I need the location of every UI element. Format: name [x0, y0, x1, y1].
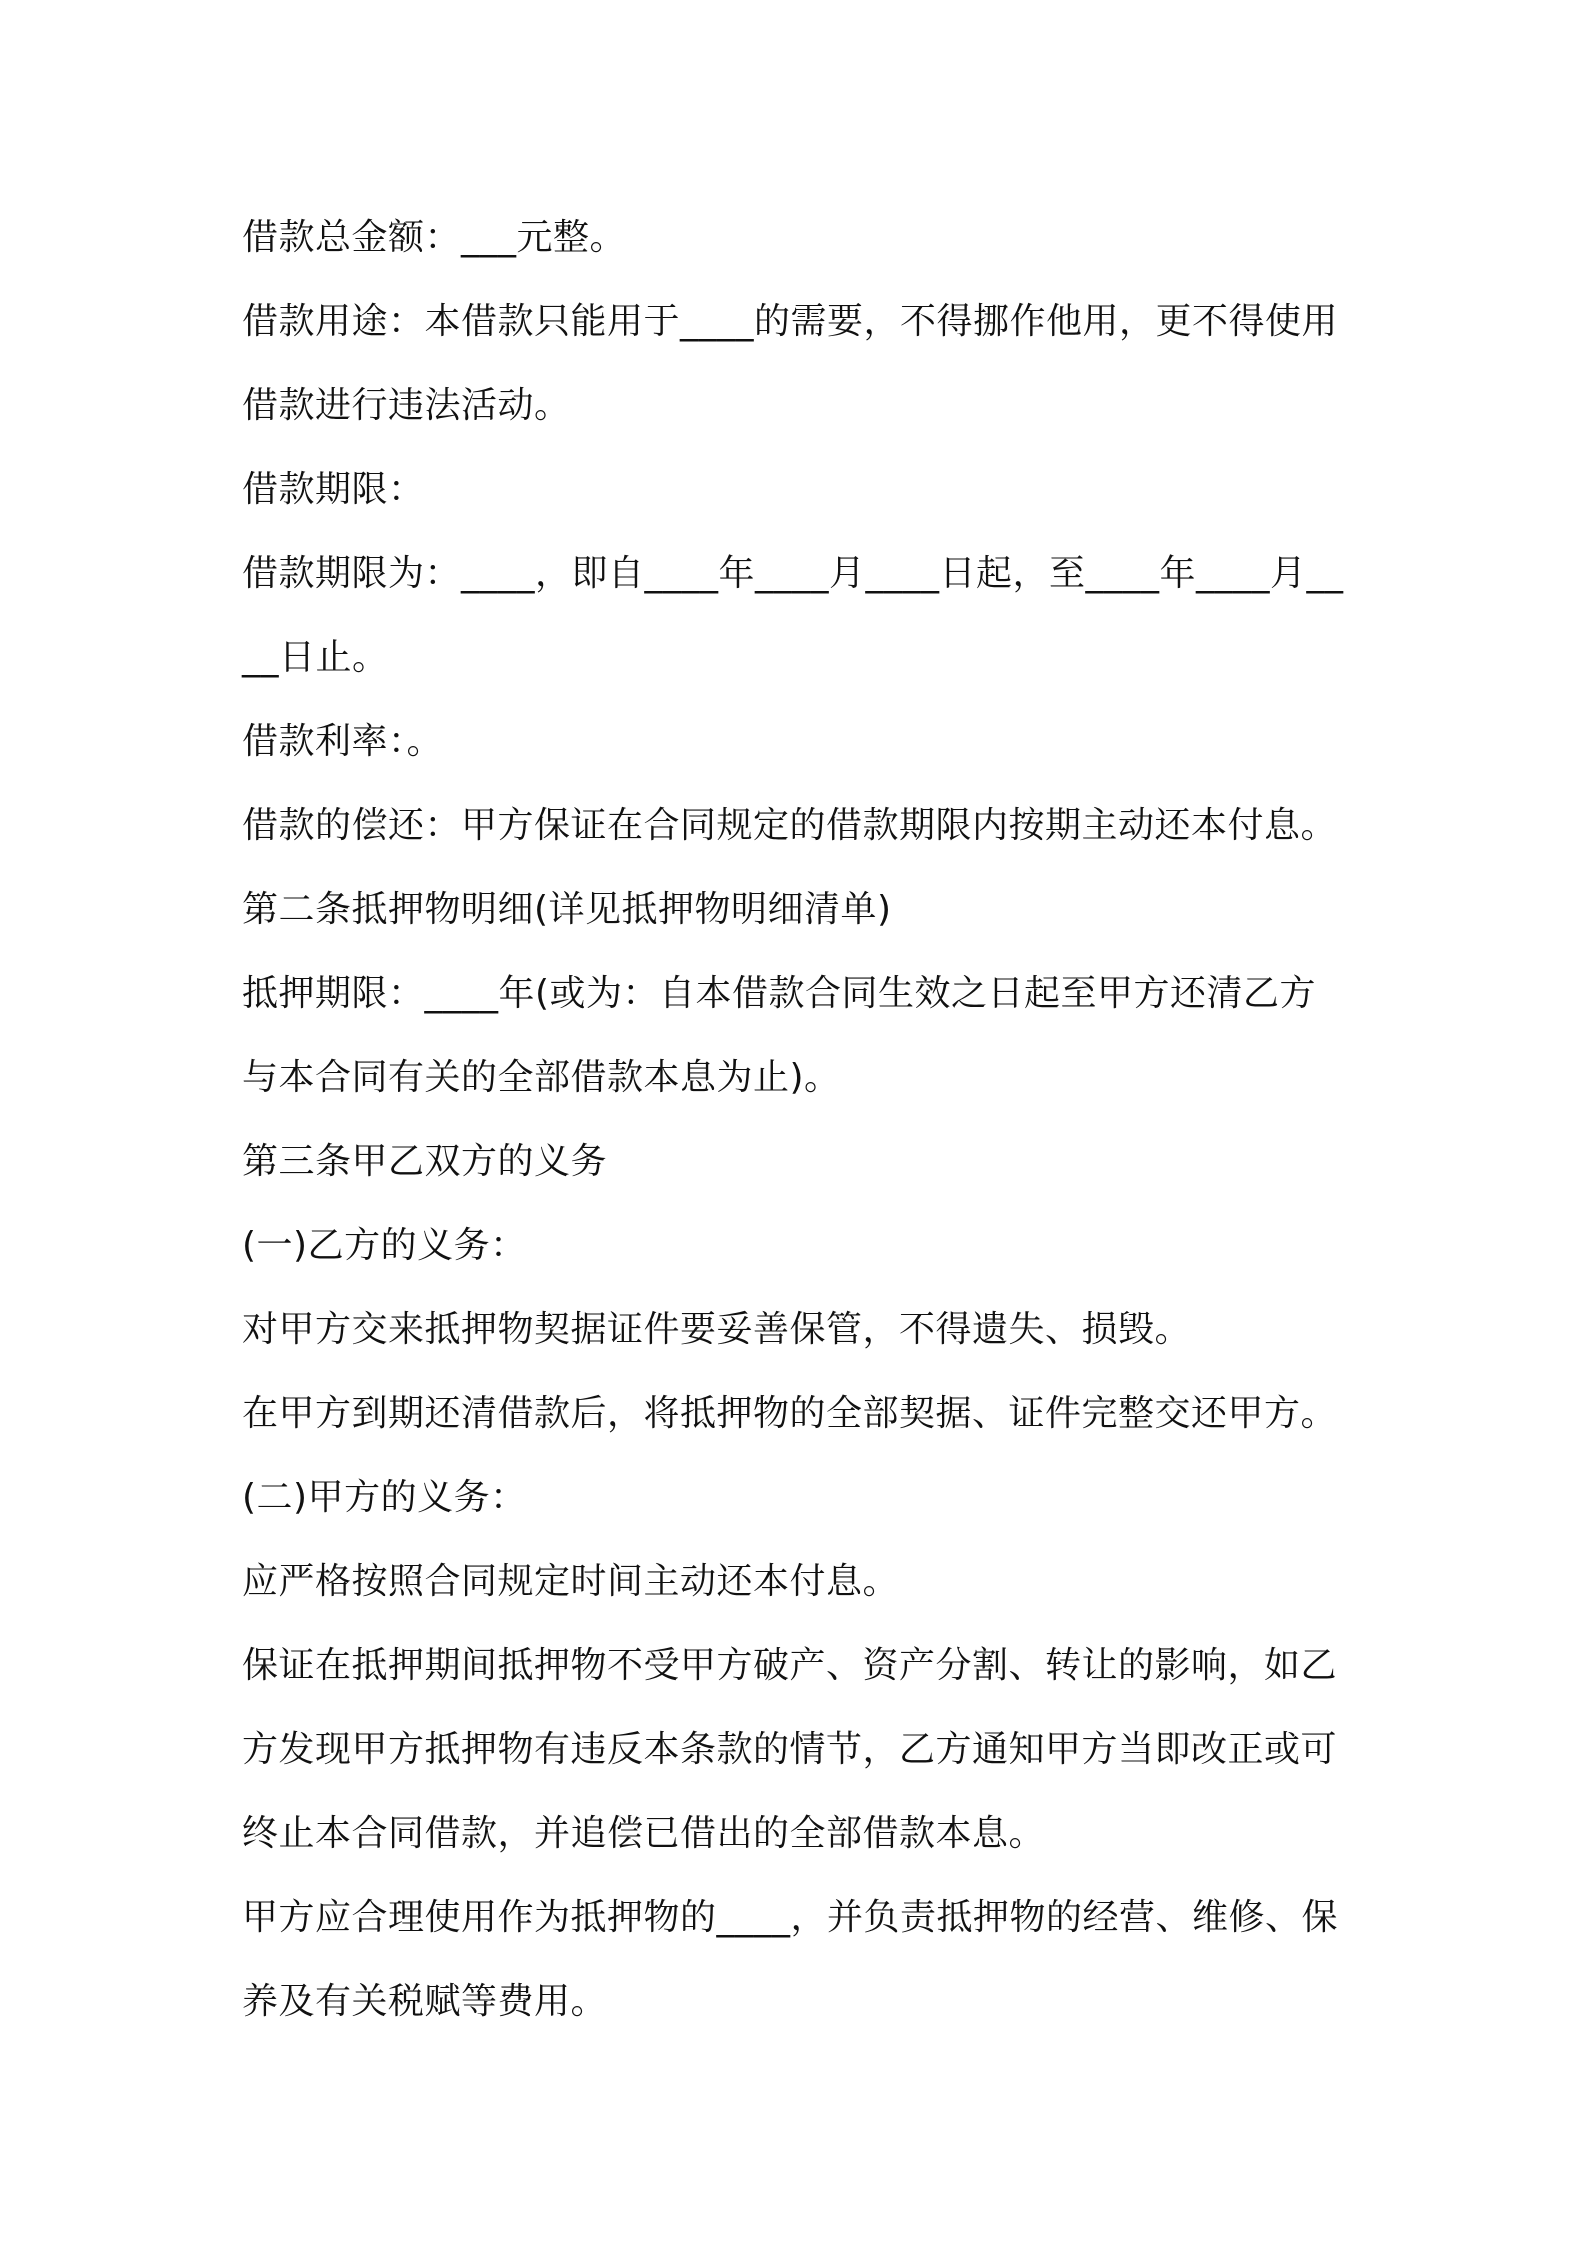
subheading-party-a-obligations: (二)甲方的义务：	[242, 1477, 527, 1518]
paragraph-loan-term-heading: 借款期限：	[242, 469, 425, 510]
section-heading-article-2: 第二条抵押物明细(详见抵押物明细清单)	[242, 889, 892, 930]
document-body	[242, 196, 1352, 2044]
paragraph-loan-amount: 借款总金额：___元整。	[242, 217, 627, 258]
paragraph-loan-purpose: 借款用途：本借款只能用于____的需要，不得挪作他用，更不得使用借款进行违法活动。	[242, 301, 1339, 426]
paragraph-repayment: 借款的偿还：甲方保证在合同规定的借款期限内按期主动还本付息。	[242, 805, 1338, 846]
paragraph-party-b-obligation-2: 在甲方到期还清借款后，将抵押物的全部契据、证件完整交还甲方。	[242, 1393, 1338, 1434]
paragraph-party-b-obligation-1: 对甲方交来抵押物契据证件要妥善保管，不得遗失、损毁。	[242, 1309, 1192, 1350]
section-heading-article-3: 第三条甲乙双方的义务	[242, 1141, 608, 1182]
paragraph-interest-rate: 借款利率：。	[242, 721, 444, 762]
paragraph-party-a-obligation-1: 应严格按照合同规定时间主动还本付息。	[242, 1561, 900, 1602]
paragraph-party-a-obligation-3: 甲方应合理使用作为抵押物的____，并负责抵押物的经营、维修、保养及有关税赋等费用。	[242, 1897, 1339, 2022]
paragraph-party-a-obligation-2: 保证在抵押期间抵押物不受甲方破产、资产分割、转让的影响，如乙方发现甲方抵押物有违反本条款的情节，乙方通知甲方当即改正或可终止本合同借款，并追偿已借出的全部借款本息。	[242, 1645, 1338, 1854]
paragraph-mortgage-term: 抵押期限：____年(或为：自本借款合同生效之日起至甲方还清乙方与本合同有关的全部借款本息为止)。	[242, 973, 1317, 1098]
subheading-party-b-obligations: (一)乙方的义务：	[242, 1225, 527, 1266]
paragraph-loan-term: 借款期限为：____，即自____年____月____日起，至____年____月____日止。	[242, 553, 1344, 678]
